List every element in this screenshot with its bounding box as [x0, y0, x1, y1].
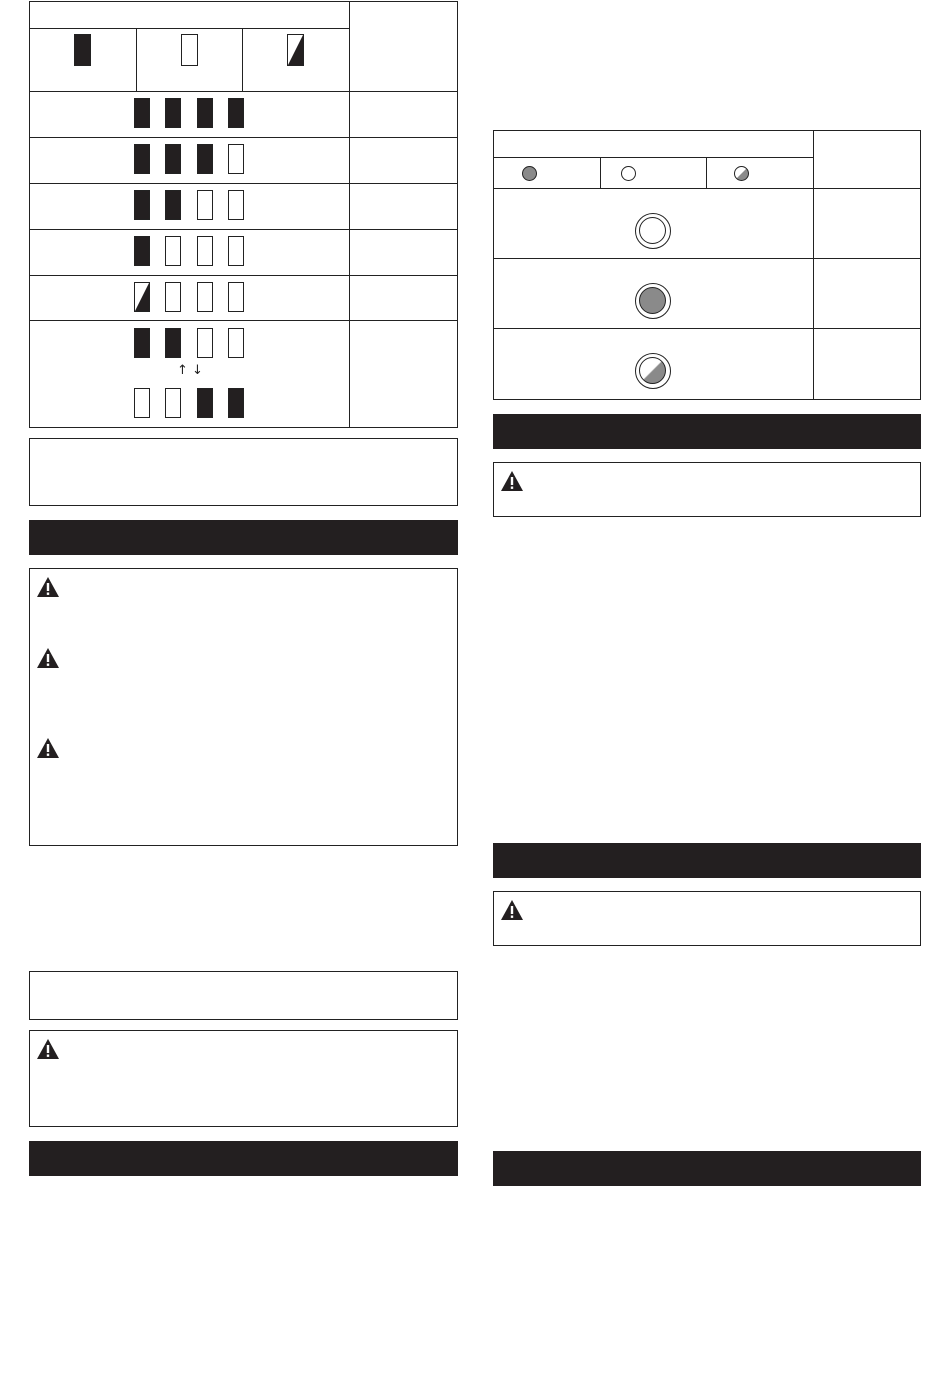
warning-triangle-icon: [36, 576, 60, 598]
note-box: [29, 438, 458, 506]
warning-triangle-icon: [36, 737, 60, 759]
section-header-bar: [493, 1151, 921, 1186]
indicator-lamp-table: [493, 130, 921, 400]
section-header-bar: [29, 520, 458, 555]
indicator-half-icon: [635, 353, 671, 389]
lamp-lit-icon: [134, 190, 150, 220]
lamp-off-icon: [165, 282, 181, 312]
indicator-lens: [639, 287, 666, 314]
lamp-lit-icon: [228, 388, 244, 418]
lamp-off-icon: [165, 236, 181, 266]
lamp-lit-icon: [165, 328, 181, 358]
section-header-bar: [493, 414, 921, 449]
lamp-off-icon: [197, 328, 213, 358]
caution-box: [29, 1030, 458, 1127]
lamp-off-icon: [165, 388, 181, 418]
toggle-arrows: ↑ ↓: [177, 363, 203, 378]
lamp-lit-icon: [134, 328, 150, 358]
note-box: [29, 971, 458, 1020]
lamp-lit-icon: [228, 98, 244, 128]
warning-triangle-icon: [500, 899, 524, 921]
lamp-blinking-icon: [287, 34, 304, 66]
lamp-lit-icon: [134, 144, 150, 174]
indicator-gray-icon: [522, 166, 537, 181]
indicator-gray-icon: [635, 283, 671, 319]
lamp-lit-icon: [197, 98, 213, 128]
indicator-half-icon: [734, 166, 749, 181]
lamp-off-icon: [228, 282, 244, 312]
lamp-lit-icon: [197, 144, 213, 174]
lamp-off-icon: [228, 190, 244, 220]
lamp-blinking-icon: [134, 282, 150, 312]
indicator-lens: [639, 217, 666, 244]
lamp-off-icon: [228, 328, 244, 358]
warning-triangle-icon: [500, 470, 524, 492]
section-header-bar: [29, 1141, 458, 1176]
lamp-lit-icon: [165, 190, 181, 220]
lamp-off-icon: [228, 144, 244, 174]
lamp-lit-icon: [197, 388, 213, 418]
lamp-off-icon: [134, 388, 150, 418]
section-header-bar: [493, 843, 921, 878]
indicator-white-icon: [635, 213, 671, 249]
lamp-off-icon: [197, 236, 213, 266]
lamp-lit-icon: [165, 98, 181, 128]
warning-triangle-icon: [36, 647, 60, 669]
warning-triangle-icon: [36, 1038, 60, 1060]
lamp-lit-icon: [134, 236, 150, 266]
lamp-lit-icon: [134, 98, 150, 128]
lamp-off-icon: [228, 236, 244, 266]
indicator-lens: [639, 357, 666, 384]
lamp-lit-icon: [74, 34, 91, 66]
lamp-off-icon: [197, 190, 213, 220]
caution-box: [29, 568, 458, 846]
lamp-lit-icon: [165, 144, 181, 174]
lamp-off-icon: [181, 34, 198, 66]
caution-box: [493, 462, 921, 517]
indicator-white-icon: [621, 166, 636, 181]
caution-box: [493, 891, 921, 946]
lamp-off-icon: [197, 282, 213, 312]
